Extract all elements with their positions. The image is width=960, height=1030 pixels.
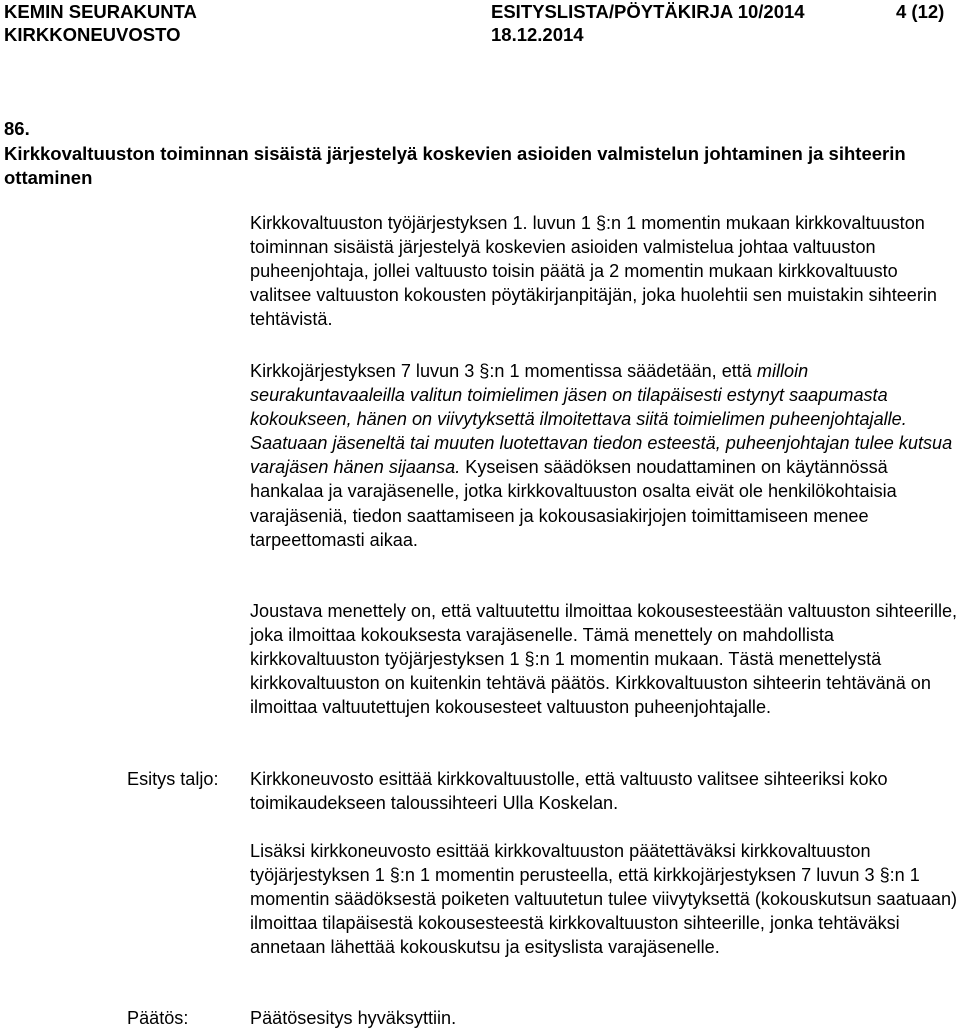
meeting-date: 18.12.2014 — [491, 24, 584, 45]
organization-body: KIRKKONEUVOSTO — [4, 24, 181, 45]
organization-name: KEMIN SEURAKUNTA — [4, 1, 197, 22]
church-order-section — [250, 359, 958, 552]
paragraph-procedure: Joustava menettely on, että valtuutettu ilmoittaa kokousesteestään valtuuston sihteerille, joka ilmoittaa kokouksesta varajäsenelle. Tämä menettely on mahdollista kirkkovaltuuston työjärjestyksen 1 §:n 1 momentin mukaan. Tästä menettelystä kirkkovaltuuston on kuitenkin tehtävä päätös. Kirkkovaltuuston sihteerin tehtävänä on ilmoittaa valtuutettujen kokousesteet valtuuston puheenjohtajalle. — [250, 601, 958, 718]
decision-text: Päätösesitys hyväksyttiin. — [250, 1008, 457, 1028]
decision-section — [250, 1006, 958, 1030]
item-title: Kirkkovaltuuston toiminnan sisäistä järjestelyä koskevien asioiden valmistelun johtaminen ja sihteerin ottaminen — [4, 143, 906, 188]
paragraph-church-order — [250, 359, 958, 552]
proposal-section-2 — [250, 839, 958, 959]
church-order-quote: milloin seurakuntavaaleilla valitun toimielimen jäsen on tilapäisesti estynyt saapumasta kokoukseen, hänen on viivytyksettä ilmoitettava siitä toimielimen puheenjohtajalle. Saatuaan jäseneltä tai muuten luotettavan tiedon esteestä, puheenjohtajan tulee kutsua varajäsen hänen sijaansa. — [250, 361, 953, 478]
procedure-section — [250, 599, 958, 719]
document-type: ESITYSLISTA/PÖYTÄKIRJA 10/2014 — [491, 1, 805, 22]
background-section — [250, 211, 958, 331]
proposal-paragraph-2: Lisäksi kirkkoneuvosto esittää kirkkovaltuuston päätettäväksi kirkkovaltuuston työjärjestyksen 1 §:n 1 momentin perusteella, että kirkkojärjestyksen 7 luvun 3 §:n 1 momentin säädöksestä poiketen valtuutetun tulee viivytyksettä (kokouskutsun saatuaan) ilmoittaa tilapäisestä kokousesteestä kirkkovaltuuston sihteerille, jonka tehtäväksi annetaan lähettää kokouskutsu ja esityslista varajäsenelle. — [250, 841, 958, 958]
proposal-label: Esitys taljo: — [127, 769, 219, 789]
church-order-comment: Kyseisen säädöksen noudattaminen on käytännössä hankalaa ja varajäsenelle, jotka kirkkovaltuuston osalta eivät ole henkilökohtaisia varajäseniä, tiedon saattamiseen ja kokousasiakirjojen toimittamiseen menee tarpeettomasti aikaa. — [250, 457, 897, 550]
page-number: 4 (12) — [896, 1, 945, 22]
paragraph-rules: Kirkkovaltuuston työjärjestyksen 1. luvun 1 §:n 1 momentin mukaan kirkkovaltuuston toiminnan sisäistä järjestelyä koskevien asioiden valmistelua johtaa valtuuston puheenjohtaja, jollei valtuusto toisin päätä ja 2 momentin mukaan kirkkovaltuusto valitsee valtuuston kokousten pöytäkirjanpitäjän, joka huolehtii sen muistakin sihteerin tehtävistä. — [250, 213, 937, 330]
proposal-section — [250, 767, 958, 815]
item-number: 86. — [4, 118, 30, 139]
decision-label: Päätös: — [127, 1008, 189, 1028]
page-header — [4, 0, 954, 46]
proposal-paragraph-1: Kirkkoneuvosto esittää kirkkovaltuustolle, että valtuusto valitsee sihteeriksi koko toimikaudekseen taloussihteeri Ulla Koskelan. — [250, 769, 888, 814]
church-order-intro: Kirkkojärjestyksen 7 luvun 3 §:n 1 momentissa säädetään, että — [250, 361, 757, 381]
